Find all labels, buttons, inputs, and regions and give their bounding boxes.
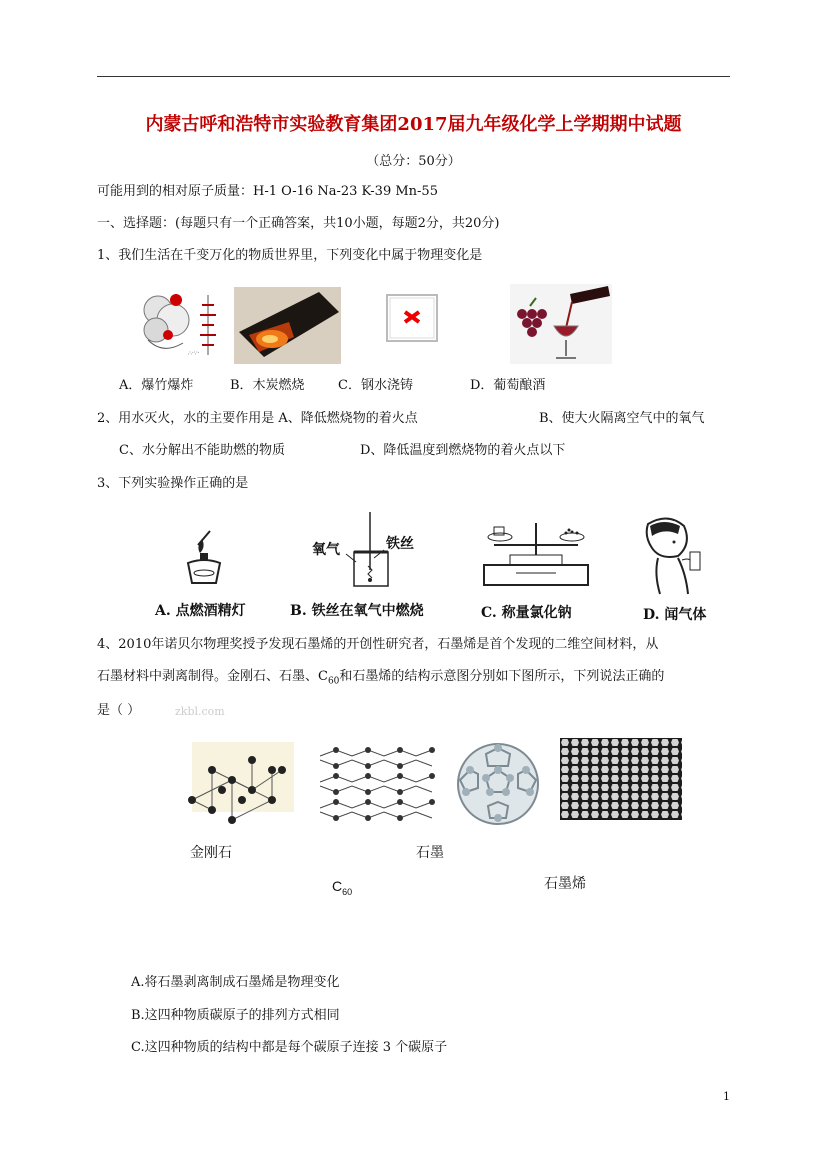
q4-option-a: A.将石墨剥离制成石墨烯是物理变化 xyxy=(131,975,340,990)
q1-option-b: B．木炭燃烧 xyxy=(230,378,305,393)
charcoal-burning-image xyxy=(234,287,341,364)
graphene-structure-image xyxy=(560,738,682,820)
page-title: 内蒙古呼和浩特市实验教育集团2017届九年级化学上学期期中试题 xyxy=(145,114,682,135)
q3-label-d: D. 闻气体 xyxy=(643,607,707,623)
broken-image-icon xyxy=(386,294,438,342)
iron-wire-oxygen-figure xyxy=(310,510,430,590)
grape-wine-image xyxy=(510,284,612,364)
q4-line2-a: 石墨材料中剥离制得。金刚石、石墨、C xyxy=(97,669,328,684)
q2-stem: 2、用水灭火，水的主要作用是 A、降低燃烧物的着火点 xyxy=(97,411,418,426)
firecracker-image xyxy=(128,285,228,360)
c60-structure-image xyxy=(448,740,548,828)
q1-option-a: A．爆竹爆炸 xyxy=(119,378,194,393)
q3-label-c: C. 称量氯化钠 xyxy=(481,605,572,621)
smelling-gas-figure xyxy=(638,514,708,596)
q4-line2-b: 和石墨烯的结构示意图分别如下图所示，下列说法正确的 xyxy=(339,669,665,684)
q2-option-d: D、降低温度到燃烧物的着火点以下 xyxy=(360,443,566,458)
q2-option-b: B、使大火隔离空气中的氧气 xyxy=(539,411,705,426)
alcohol-lamp-figure xyxy=(180,527,230,589)
diamond-structure-image xyxy=(172,740,296,828)
q1-option-d: D．葡萄酿酒 xyxy=(470,378,546,393)
balance-scale-figure xyxy=(480,515,592,589)
label-c60-sub: 60 xyxy=(342,886,353,897)
figure-label-iron: 铁丝 xyxy=(386,536,414,552)
q3-label-a: A. 点燃酒精灯 xyxy=(155,603,246,619)
label-diamond: 金刚石 xyxy=(190,845,232,861)
atomic-masses: 可能用到的相对原子质量：H-1 O-16 Na-23 K-39 Mn-55 xyxy=(97,184,438,199)
q2-option-c: C、水分解出不能助燃的物质 xyxy=(119,443,285,458)
header-rule xyxy=(97,76,730,77)
q4-line2-sub: 60 xyxy=(327,676,340,687)
section-heading: 一、选择题：(每题只有一个正确答案，共10小题，每题2分，共20分) xyxy=(97,216,500,231)
svg-text:∴·∵·: ∴·∵· xyxy=(188,350,200,357)
q3-stem: 3、下列实验操作正确的是 xyxy=(97,476,249,491)
total-score: （总分：50分） xyxy=(366,154,461,169)
q4-option-c: C.这四种物质的结构中都是每个碳原子连接 3 个碳原子 xyxy=(131,1040,448,1055)
q1-stem: 1、我们生活在千变万化的物质世界里，下列变化中属于物理变化是 xyxy=(97,248,483,263)
q1-option-c: C．钢水浇铸 xyxy=(338,378,413,393)
q4-option-b: B.这四种物质碳原子的排列方式相同 xyxy=(131,1008,340,1023)
watermark: zkbl.com xyxy=(175,705,225,718)
figure-label-oxygen: 氧气 xyxy=(312,542,340,558)
q3-label-b: B. 铁丝在氧气中燃烧 xyxy=(290,603,424,619)
q4-line2 xyxy=(97,669,664,690)
q4-line1: 4、2010年诺贝尔物理奖授予发现石墨烯的开创性研究者，石墨烯是首个发现的二维空间材料，从 xyxy=(97,637,659,652)
label-c60-main: C xyxy=(332,878,343,894)
label-graphene: 石墨烯 xyxy=(544,876,586,892)
label-c60 xyxy=(332,878,352,900)
page-number: 1 xyxy=(723,1090,730,1103)
graphite-structure-image xyxy=(316,742,440,824)
label-graphite: 石墨 xyxy=(416,845,444,861)
q4-line3: 是（ ） xyxy=(97,703,141,718)
